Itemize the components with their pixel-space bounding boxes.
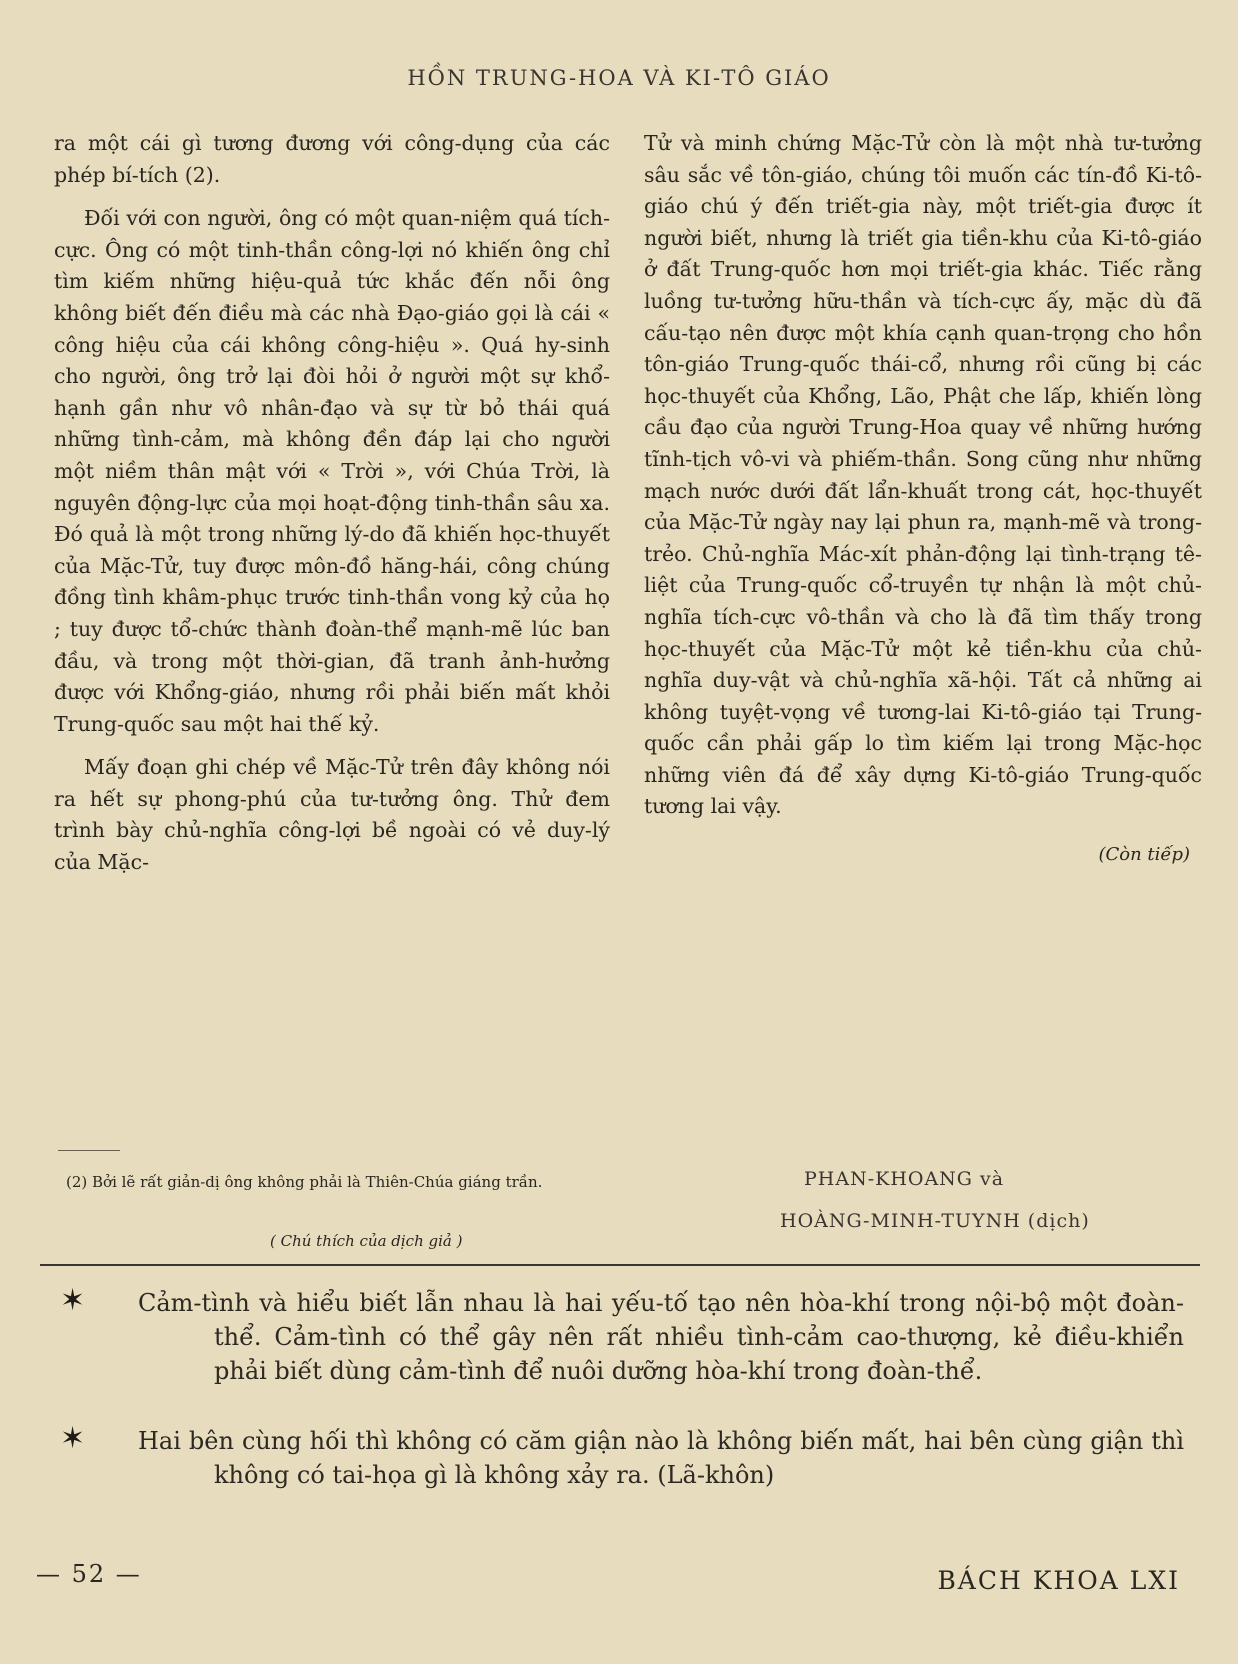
footnote: (2) Bởi lẽ rất giản-dị ông không phải là Thiên-Chúa giáng trần. — [66, 1173, 543, 1191]
continued-note: (Còn tiếp) — [1098, 844, 1190, 866]
author-credits — [780, 1158, 1160, 1242]
right-column — [644, 128, 1202, 871]
translator-note: ( Chú thích của dịch giả ) — [270, 1232, 463, 1250]
star-icon: ✶ — [60, 1421, 86, 1456]
star-icon: ✶ — [60, 1283, 86, 1318]
journal-name: BÁCH KHOA LXI — [937, 1566, 1180, 1595]
page-number: — 52 — — [36, 1560, 142, 1588]
footnote-divider — [58, 1150, 120, 1151]
quote-1 — [138, 1286, 1184, 1388]
running-title: HỒN TRUNG-HOA VÀ KI-TÔ GIÁO — [407, 66, 831, 90]
right-paragraph-1: Tử và minh chứng Mặc-Tử còn là một nhà tư-tưởng sâu sắc về tôn-giáo, chúng tôi muốn các tín-đồ Ki-tô-giáo chú ý đến triết-gia này, một triết-gia được ít người biết, nhưng là triết gia tiền-khu của Ki-tô-giáo ở đất Trung-quốc hơn mọi triết-gia khác. Tiếc rằng luồng tư-tưởng hữu-thần và tích-cực ấy, mặc dù đã cấu-tạo nên được một khía cạnh quan-trọng cho hồn tôn-giáo Trung-quốc thái-cổ, nhưng rồi cũng bị các học-thuyết của Khổng, Lão, Phật che lấp, khiến lòng cầu đạo của người Trung-Hoa quay về những hướng tĩnh-tịch vô-vi và phiếm-thần. Song cũng như những mạch nước dưới đất lẩn-khuất trong cát, học-thuyết của Mặc-Tử ngày nay lại phun ra, mạnh-mẽ và trong-trẻo. Chủ-nghĩa Mác-xít phản-động lại tình-trạng tê-liệt của Trung-quốc cổ-truyền tự nhận là một chủ-nghĩa tích-cực vô-thần và cho là đã tìm thấy trong học-thuyết của Mặc-Tử một kẻ tiền-khu của chủ-nghĩa duy-vật và chủ-nghĩa xã-hội. Tất cả những ai không tuyệt-vọng về tương-lai Ki-tô-giáo tại Trung-quốc cần phải gấp lo tìm kiếm lại trong Mặc-học những viên đá để xây dựng Ki-tô-giáo Trung-quốc tương lai vậy. — [644, 131, 1202, 819]
quote-text: Hai bên cùng hối thì không có căm giận nào là không biến mất, hai bên cùng giận thì không có tai-họa gì là không xảy ra. (Lã-khôn) — [138, 1427, 1184, 1489]
left-paragraph-2: Đối với con người, ông có một quan-niệm quá tích-cực. Ông có một tinh-thần công-lợi nó khiến ông chỉ tìm kiếm những hiệu-quả tức khắc đến nỗi ông không biết đến điều mà các nhà Đạo-giáo gọi là cái « công hiệu của cái không công-hiệu ». Quá hy-sinh cho người, ông trở lại đòi hỏi ở người một sự khổ-hạnh gần như vô nhân-đạo và sự từ bỏ thái quá những tình-cảm, mà không đền đáp lại cho người một niềm thân mật với « Trời », với Chúa Trời, là nguyên động-lực của mọi hoạt-động tinh-thần sâu xa. Đó quả là một trong những lý-do đã khiến học-thuyết của Mặc-Tử, tuy được môn-đồ hăng-hái, công chúng đồng tình khâm-phục trước tinh-thần vong kỷ của họ ; tuy được tổ-chức thành đoàn-thể mạnh-mẽ lúc ban đầu, và trong một thời-gian, đã tranh ảnh-hưởng được với Khổng-giáo, nhưng rồi phải biến mất khỏi Trung-quốc sau một hai thế kỷ. — [54, 206, 610, 736]
quote-2 — [138, 1424, 1184, 1492]
left-column — [54, 128, 610, 879]
section-divider — [40, 1264, 1200, 1266]
left-paragraph-1: ra một cái gì tương đương với công-dụng của các phép bí-tích (2). — [54, 131, 610, 187]
author-line-1: PHAN-KHOANG và — [804, 1168, 1005, 1190]
left-paragraph-3: Mấy đoạn ghi chép về Mặc-Tử trên đây không nói ra hết sự phong-phú của tư-tưởng ông. Thử đem trình bày chủ-nghĩa công-lợi bề ngoài có vẻ duy-lý của Mặc- — [54, 755, 610, 875]
quote-text: Cảm-tình và hiểu biết lẫn nhau là hai yếu-tố tạo nên hòa-khí trong nội-bộ một đoàn-thể. Cảm-tình có thể gây nên rất nhiều tình-cảm cao-thượng, kẻ điều-khiển phải biết dùng cảm-tình để nuôi dưỡng hòa-khí trong đoàn-thể. — [138, 1289, 1184, 1385]
author-line-2: HOÀNG-MINH-TUYNH (dịch) — [780, 1210, 1090, 1232]
